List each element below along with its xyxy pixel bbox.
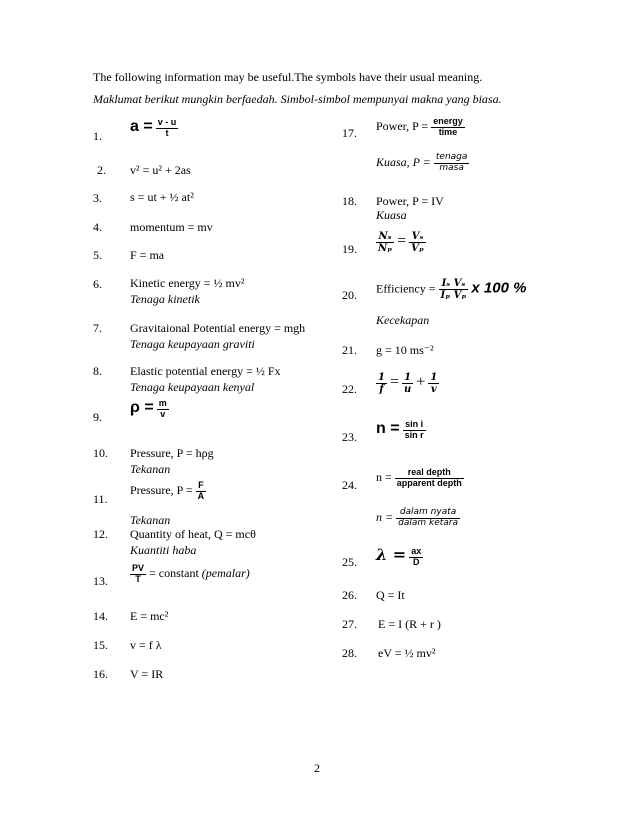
formula-momentum: momentum = mv <box>130 220 213 234</box>
item-number: 23. <box>342 430 357 444</box>
item-number: 16. <box>93 667 108 681</box>
item-number: 8. <box>93 364 102 378</box>
item-number: 18. <box>342 194 357 208</box>
formula-transformer: $\frac{\text{Nₛ}}{\text{Nₚ}}$ = $\frac{\text{Vₛ}}{\text{Vₚ}}$ <box>378 231 424 254</box>
formula-elastic-pe-malay: Tenaga keupayaan kenyal <box>130 380 255 394</box>
item-number: 26. <box>342 588 357 602</box>
item-number: 2. <box>97 163 106 177</box>
formula-acceleration: a = $\frac{v - u}{t}$ <box>130 117 177 138</box>
item-number: 10. <box>93 446 108 460</box>
formula-mass-energy: E = mc² <box>130 609 169 623</box>
item-number: 4. <box>93 220 102 234</box>
formula-heat-malay: Kuantiti haba <box>130 543 197 557</box>
formula-liquid-pressure: Pressure, P = hρg <box>130 446 214 460</box>
item-number: 13. <box>93 574 108 588</box>
formula-displacement: s = ut + ½ at² <box>130 190 194 204</box>
formula-liquid-pressure-malay: Tekanan <box>130 462 171 476</box>
formula-force: F = ma <box>130 248 165 262</box>
formula-efficiency-malay: Kecekapan <box>376 313 430 327</box>
formula-lens: $\frac{1}{f}$ = $\frac{1}{u}$ + $\frac{1}{v}$ <box>378 372 438 395</box>
item-number: 11. <box>93 492 108 506</box>
formula-interference: λ = $\frac{ax}{D}$ <box>376 545 422 567</box>
item-number: 3. <box>93 191 102 205</box>
item-number: 15. <box>93 638 108 652</box>
item-number: 9. <box>93 410 102 424</box>
item-number: 12. <box>93 527 108 541</box>
formula-electric-power-malay: Kuasa <box>376 208 407 222</box>
formula-efficiency: Efficiency = $\frac{\text{Iₛ Vₛ}}{\text{Iₚ Vₚ}}$ x 100 % <box>376 278 527 301</box>
page-number: 2 <box>314 761 320 775</box>
formula-real-apparent-depth: n = $\frac{\text{real depth}}{\text{apparent depth}}$ <box>376 467 462 488</box>
item-number: 21. <box>342 343 357 357</box>
item-number: 5. <box>93 248 102 262</box>
formula-gravity: g = 10 ms⁻² <box>376 343 434 357</box>
formula-kinetic-energy: Kinetic energy = ½ mv² <box>130 276 245 290</box>
formula-pressure-malay: Tekanan <box>130 513 171 527</box>
formula-refractive-index: n = $\frac{\text{sin i}}{\text{sin r}}$ <box>376 419 424 440</box>
item-number: 1. <box>93 129 102 143</box>
formula-velocity-squared: v² = u² + 2as <box>130 163 191 177</box>
item-number: 27. <box>342 617 357 631</box>
formula-electron-energy: eV = ½ mv² <box>378 646 436 660</box>
item-number: 14. <box>93 609 108 623</box>
item-number: 17. <box>342 126 357 140</box>
formula-gas-law: $\frac{PV}{T}$ = constant (pemalar) <box>132 563 250 584</box>
item-number: 7. <box>93 321 102 335</box>
intro-english: The following information may be useful.The symbols have their usual meaning. <box>93 70 483 84</box>
formula-density: ρ = $\frac{m}{v}$ <box>130 398 167 419</box>
formula-gravitational-pe-malay: Tenaga keupayaan graviti <box>130 337 255 351</box>
formula-kinetic-energy-malay: Tenaga kinetik <box>130 292 200 306</box>
formula-charge: Q = It <box>376 588 405 602</box>
intro-malay: Maklumat berikut mungkin berfaedah. Simbol-simbol mempunyai makna yang biasa. <box>93 92 502 106</box>
item-number: 19. <box>342 242 357 256</box>
formula-power-malay: Kuasa, P = $\frac{\text{tenaga}}{\text{masa}}$ <box>376 152 468 173</box>
item-number: 22. <box>342 382 357 396</box>
formula-emf: E = I (R + r ) <box>378 617 441 631</box>
formula-gravitational-pe: Gravitaional Potential energy = mgh <box>130 321 306 335</box>
formula-elastic-pe: Elastic potential energy = ½ Fx <box>130 364 281 378</box>
item-number: 25. <box>342 555 357 569</box>
item-number: 24. <box>342 478 357 492</box>
formula-electric-power: Power, P = IV <box>376 194 444 208</box>
formula-real-apparent-depth-malay: n = $\frac{\text{dalam nyata}}{\text{dalam ketara}}$ <box>376 507 458 528</box>
formula-pressure: Pressure, P = $\frac{F}{A}$ <box>130 480 205 501</box>
item-number: 28. <box>342 646 357 660</box>
item-number: 20. <box>342 288 357 302</box>
formula-ohms-law: V = IR <box>130 667 164 681</box>
item-number: 6. <box>93 277 102 291</box>
formula-power: Power, P = $\frac{\text{energy}}{\text{time}}$ <box>376 116 463 137</box>
formula-heat: Quantity of heat, Q = mcθ <box>130 527 256 541</box>
formula-wave-speed: v = f λ <box>130 638 162 652</box>
